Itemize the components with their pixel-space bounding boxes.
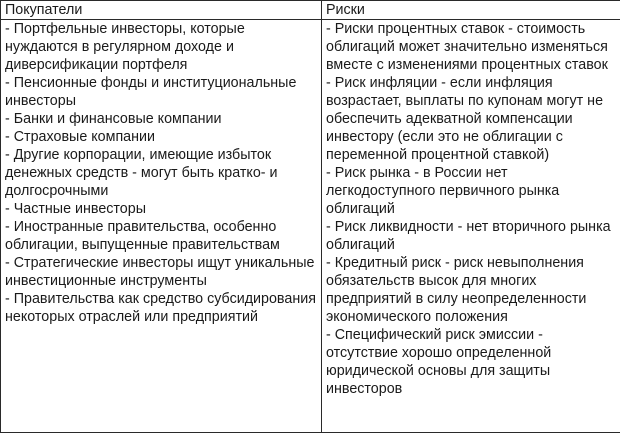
header-risks: Риски [322, 1, 620, 20]
header-row [1, 1, 620, 20]
buyers-cell [1, 20, 322, 433]
risk-item: - Риск рынка - в России нет легкодоступного первичного рынка облигаций [326, 165, 560, 217]
buyer-item: - Другие корпорации, имеющие избыток денежных средств - могут быть кратко- и долгосрочными [5, 147, 278, 199]
risks-list [326, 20, 618, 398]
risk-item: - Специфический риск эмиссии - отсутствие хорошо определенной юридической основы для защиты инвесторов [326, 327, 552, 397]
buyer-item: - Портфельные инвесторы, которые нуждаются в регулярном доходе и диверсификации портфеля [5, 21, 245, 73]
buyer-item: - Банки и финансовые компании [5, 111, 222, 127]
buyer-item: - Правительства как средство субсидирования некоторых отраслей или предприятий [5, 291, 316, 325]
buyer-item: - Страховые компании [5, 129, 155, 145]
buyers-list [5, 20, 319, 326]
buyer-item: - Иностранные правительства, особенно облигации, выпущенные правительствам [5, 219, 280, 253]
content-row [1, 20, 620, 433]
risks-cell [322, 20, 620, 433]
risk-item: - Риск ликвидности - нет вторичного рынка облигаций [326, 219, 611, 253]
risk-item: - Риск инфляции - если инфляция возрастает, выплаты по купонам могут не обеспечить адекватной компенсации инвестору (если это не облигации с переменной процентной ставкой) [326, 75, 604, 163]
risk-item: - Кредитный риск - риск невыполнения обязательств высок для многих предприятий в силу неопределенности экономического положения [326, 255, 587, 325]
risk-item: - Риски процентных ставок - стоимость облигаций может значительно изменяться вместе с изменениями процентных ставок [326, 21, 608, 73]
header-buyers: Покупатели [1, 1, 322, 20]
buyer-item: - Пенсионные фонды и институциональные инвесторы [5, 75, 297, 109]
buyer-item: - Стратегические инвесторы ищут уникальные инвестиционные инструменты [5, 255, 315, 289]
buyer-item: - Частные инвесторы [5, 201, 146, 217]
